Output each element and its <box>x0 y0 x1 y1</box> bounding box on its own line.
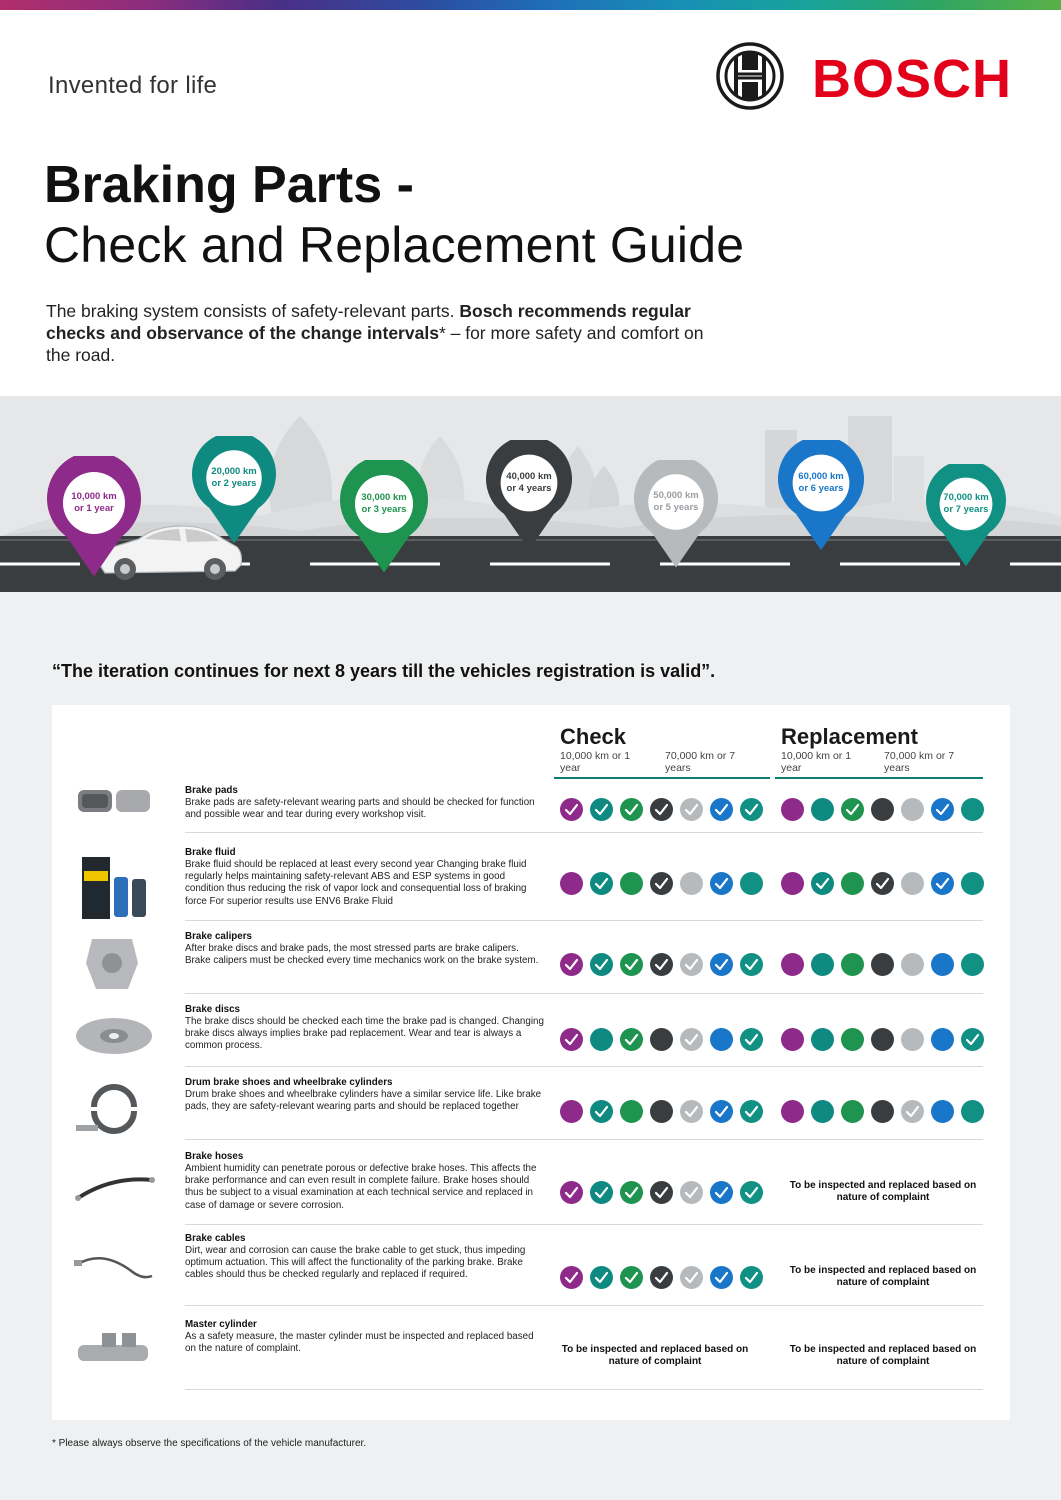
interval-dot <box>811 872 834 895</box>
interval-dot <box>841 872 864 895</box>
intro-part2: * – for more safety and comfort on the road. <box>46 323 704 365</box>
checkmark-icon <box>590 1100 613 1123</box>
check-range-end: 70,000 km or 7 years <box>665 750 736 774</box>
milestone-period: or 1 year <box>74 503 114 514</box>
checkmark-icon <box>740 1028 763 1051</box>
interval-dots <box>560 953 763 976</box>
row-description: Drum brake shoes and wheelbrake cylinders have a similar service life. Like brake pads, they are safety-relevant wearing parts and should be replaced together <box>185 1089 542 1113</box>
interval-dot <box>680 1028 703 1051</box>
interval-dot <box>961 953 984 976</box>
interval-dot <box>680 798 703 821</box>
checkmark-icon <box>871 872 894 895</box>
interval-dot <box>841 798 864 821</box>
interval-dot <box>620 1100 643 1123</box>
checkmark-icon <box>620 798 643 821</box>
checkmark-icon <box>590 1181 613 1204</box>
interval-dot <box>931 1100 954 1123</box>
milestone-period: or 6 years <box>798 483 844 494</box>
row-description: Brake pads are safety-relevant wearing parts and should be checked for function and possible wear and tear during every workshop visit. <box>185 797 535 821</box>
milestone-period: or 3 years <box>361 504 407 515</box>
checkmark-icon <box>740 953 763 976</box>
quote-text: “The iteration continues for next 8 years till the vehicles registration is valid”. <box>52 661 716 681</box>
row-separator <box>185 1066 983 1067</box>
row-title: Brake hoses <box>185 1151 244 1162</box>
milestone-distance: 60,000 km <box>798 471 844 482</box>
check-range-start: 10,000 km or 1 year <box>560 750 631 774</box>
interval-dot <box>931 953 954 976</box>
row-title: Brake discs <box>185 1004 241 1015</box>
row-separator <box>185 1224 983 1225</box>
interval-dot <box>620 953 643 976</box>
footnote: * Please always observe the specifications of the vehicle manufacturer. <box>52 1438 367 1449</box>
interval-dot <box>710 872 733 895</box>
interval-dot <box>620 1181 643 1204</box>
row-separator <box>185 993 983 994</box>
checkmark-icon <box>650 953 673 976</box>
interval-dot <box>871 798 894 821</box>
milestone-pin-7 <box>926 464 1006 566</box>
checkmark-icon <box>590 953 613 976</box>
checkmark-icon <box>650 1181 673 1204</box>
complaint-note: To be inspected and replaced based on nature of complaint <box>789 1344 977 1367</box>
interval-dot <box>560 1100 583 1123</box>
complaint-note: To be inspected and replaced based on nature of complaint <box>789 1265 977 1288</box>
interval-dot <box>781 1100 804 1123</box>
interval-dot <box>901 1100 924 1123</box>
interval-dot <box>560 953 583 976</box>
brand-wordmark: BOSCH <box>812 49 1013 109</box>
complaint-note: To be inspected and replaced based on nature of complaint <box>561 1344 749 1367</box>
milestone-period: or 5 years <box>653 502 699 513</box>
check-header: Check <box>560 724 627 749</box>
interval-dot <box>740 1100 763 1123</box>
interval-dot <box>901 872 924 895</box>
interval-dot <box>590 1181 613 1204</box>
interval-dot <box>650 798 673 821</box>
interval-dot <box>740 872 763 895</box>
interval-dots <box>560 1266 763 1289</box>
bosch-logo <box>714 40 1024 116</box>
checkmark-icon <box>560 1181 583 1204</box>
checkmark-icon <box>620 1266 643 1289</box>
checkmark-icon <box>620 953 643 976</box>
interval-dot <box>650 1181 673 1204</box>
interval-dot <box>680 872 703 895</box>
checkmark-icon <box>650 798 673 821</box>
interval-dot <box>680 1266 703 1289</box>
checkmark-icon <box>620 1028 643 1051</box>
milestone-distance: 30,000 km <box>361 492 407 503</box>
interval-dot <box>710 1266 733 1289</box>
checkmark-icon <box>931 872 954 895</box>
interval-dot <box>871 953 894 976</box>
checkmark-icon <box>560 953 583 976</box>
location-pin-icon <box>47 456 141 576</box>
road-illustration <box>0 396 1061 592</box>
interval-dot <box>841 953 864 976</box>
checkmark-icon <box>560 1028 583 1051</box>
interval-dot <box>811 798 834 821</box>
drum-brake-icon <box>72 1079 156 1145</box>
milestone-distance: 70,000 km <box>943 492 989 503</box>
interval-dot <box>590 1028 613 1051</box>
checkmark-icon <box>740 1266 763 1289</box>
interval-dot <box>560 1181 583 1204</box>
checkmark-icon <box>710 1181 733 1204</box>
interval-dot <box>620 1028 643 1051</box>
brake-hose-icon <box>72 1158 156 1224</box>
interval-dot <box>901 953 924 976</box>
interval-dot <box>901 1028 924 1051</box>
row-description: Brake fluid should be replaced at least every second year Changing brake fluid regularly helps maintaining safety-relevant ABS and ESP systems in good condition thus reducing the risk of vapor lock and consequential loss of braking force For superior results use ENV6 Brake Fluid <box>185 859 527 907</box>
interval-dot <box>590 953 613 976</box>
row-description: The brake discs should be checked each time the brake pad is changed. Changing brake discs always implies brake pad replacement. Wear and tear is always a common process. <box>185 1016 544 1052</box>
interval-dot <box>901 798 924 821</box>
interval-dot <box>961 798 984 821</box>
interval-dot <box>931 872 954 895</box>
brake-disc-icon <box>72 1006 156 1072</box>
interval-dot <box>931 1028 954 1051</box>
checkmark-icon <box>680 953 703 976</box>
milestone-distance: 50,000 km <box>653 490 699 501</box>
interval-dot <box>781 872 804 895</box>
checkmark-icon <box>841 798 864 821</box>
interval-table <box>52 705 1010 1420</box>
interval-dot <box>620 1266 643 1289</box>
milestone-label <box>192 466 276 490</box>
interval-dot <box>620 798 643 821</box>
interval-dot <box>781 953 804 976</box>
interval-dot <box>710 1028 733 1051</box>
milestone-period: or 2 years <box>211 478 257 489</box>
brake-fluid-icon <box>72 855 156 921</box>
interval-dot <box>961 872 984 895</box>
checkmark-icon <box>961 1028 984 1051</box>
row-title: Master cylinder <box>185 1319 257 1330</box>
interval-dot <box>811 953 834 976</box>
row-description: Ambient humidity can penetrate porous or defective brake hoses. This affects the brake performance and can even result in complete failure. Brake hoses should thus be subject to a visual examination at each technical service and replaced in case of damage or severe corrosion. <box>185 1163 537 1211</box>
check-underline <box>554 777 770 779</box>
intro-text <box>46 300 706 366</box>
location-pin-icon <box>486 440 572 550</box>
replacement-range-end: 70,000 km or 7 years <box>884 750 955 774</box>
interval-dot <box>871 1100 894 1123</box>
row-separator <box>185 832 983 833</box>
row-title: Brake pads <box>185 785 238 796</box>
checkmark-icon <box>590 798 613 821</box>
row-separator <box>185 1389 983 1390</box>
checkmark-icon <box>710 798 733 821</box>
milestone-label <box>47 491 141 515</box>
checkmark-icon <box>560 798 583 821</box>
interval-dot <box>740 1028 763 1051</box>
milestone-label <box>340 492 428 516</box>
interval-dot <box>811 1100 834 1123</box>
interval-dot <box>710 1181 733 1204</box>
interval-dot <box>841 1028 864 1051</box>
interval-dot <box>650 1266 673 1289</box>
interval-dot <box>620 872 643 895</box>
interval-dot <box>871 1028 894 1051</box>
checkmark-icon <box>740 1181 763 1204</box>
interval-dot <box>841 1100 864 1123</box>
milestone-label <box>926 492 1006 516</box>
milestone-label <box>634 490 718 514</box>
interval-dots <box>781 1028 984 1051</box>
row-separator <box>185 1305 983 1306</box>
checkmark-icon <box>901 1100 924 1123</box>
milestone-pin-3 <box>340 460 428 573</box>
interval-dot <box>560 872 583 895</box>
interval-dot <box>650 1100 673 1123</box>
milestone-pin-4 <box>486 440 572 550</box>
bosch-armature-icon <box>714 40 786 112</box>
interval-dot <box>650 872 673 895</box>
checkmark-icon <box>680 798 703 821</box>
intro-part1: The braking system consists of safety-relevant parts. <box>46 301 460 321</box>
row-description: Dirt, wear and corrosion can cause the brake cable to get stuck, thus impeding optimum actuation. This will affect the functionality of the parking brake. Brake cables should thus be checked regularly and replaced if required. <box>185 1245 526 1281</box>
interval-dot <box>590 1100 613 1123</box>
milestone-label <box>778 471 864 495</box>
row-title: Drum brake shoes and wheelbrake cylinders <box>185 1077 393 1088</box>
interval-dot <box>560 1028 583 1051</box>
interval-dot <box>961 1100 984 1123</box>
interval-dots <box>781 953 984 976</box>
interval-dots <box>560 872 763 895</box>
checkmark-icon <box>710 1100 733 1123</box>
checkmark-icon <box>931 798 954 821</box>
interval-dot <box>740 1266 763 1289</box>
master-cylinder-icon <box>72 1325 156 1391</box>
interval-dot <box>710 1100 733 1123</box>
page-subtitle: Check and Replacement Guide <box>44 217 745 273</box>
checkmark-icon <box>710 872 733 895</box>
interval-dot <box>811 1028 834 1051</box>
interval-dot <box>590 872 613 895</box>
checkmark-icon <box>740 798 763 821</box>
checkmark-icon <box>650 1266 673 1289</box>
checkmark-icon <box>680 1028 703 1051</box>
replacement-underline <box>775 777 983 779</box>
row-description: After brake discs and brake pads, the most stressed parts are brake calipers. Brake calipers must be checked every time mechanics work on the brake system. <box>185 943 539 967</box>
milestone-distance: 20,000 km <box>211 466 257 477</box>
row-separator <box>185 1139 983 1140</box>
interval-dot <box>931 798 954 821</box>
milestone-distance: 40,000 km <box>506 471 552 482</box>
interval-dots <box>560 1028 763 1051</box>
checkmark-icon <box>680 1266 703 1289</box>
interval-dot <box>650 953 673 976</box>
checkmark-icon <box>650 872 673 895</box>
brake-cable-icon <box>72 1240 156 1306</box>
interval-dot <box>680 953 703 976</box>
row-title: Brake fluid <box>185 847 236 858</box>
replacement-header: Replacement <box>781 724 918 749</box>
page-title: Braking Parts - <box>44 156 414 214</box>
row-title: Brake cables <box>185 1233 246 1244</box>
milestone-period: or 7 years <box>943 504 989 515</box>
interval-dot <box>740 1181 763 1204</box>
brake-caliper-icon <box>72 933 156 999</box>
row-description: As a safety measure, the master cylinder must be inspected and replaced based on the nature of complaint. <box>185 1331 534 1355</box>
interval-dot <box>740 798 763 821</box>
row-separator <box>185 920 983 921</box>
interval-dots <box>781 1100 984 1123</box>
replacement-range-start: 10,000 km or 1 year <box>781 750 852 774</box>
interval-dot <box>680 1100 703 1123</box>
interval-dot <box>740 953 763 976</box>
interval-dot <box>560 798 583 821</box>
checkmark-icon <box>740 1100 763 1123</box>
milestone-label <box>486 471 572 495</box>
interval-dot <box>710 798 733 821</box>
interval-dots <box>781 872 984 895</box>
interval-dots <box>560 1181 763 1204</box>
milestone-pin-1 <box>47 456 141 576</box>
interval-dot <box>871 872 894 895</box>
checkmark-icon <box>710 1266 733 1289</box>
checkmark-icon <box>590 872 613 895</box>
milestone-period: or 4 years <box>506 483 552 494</box>
interval-dots <box>560 798 763 821</box>
checkmark-icon <box>590 1266 613 1289</box>
intro-bold: Bosch recommends regular checks and observance of the change intervals <box>46 301 691 343</box>
interval-dot <box>590 1266 613 1289</box>
location-pin-icon <box>778 440 864 550</box>
interval-dot <box>961 1028 984 1051</box>
interval-dot <box>560 1266 583 1289</box>
checkmark-icon <box>680 1181 703 1204</box>
row-title: Brake calipers <box>185 931 252 942</box>
milestone-pin-5 <box>634 460 718 568</box>
checkmark-icon <box>710 953 733 976</box>
checkmark-icon <box>620 1181 643 1204</box>
complaint-note: To be inspected and replaced based on nature of complaint <box>789 1180 977 1203</box>
brake-pads-icon <box>72 780 156 846</box>
location-pin-icon <box>340 460 428 573</box>
brand-color-bar <box>0 0 1061 10</box>
interval-dot <box>650 1028 673 1051</box>
tagline: Invented for life <box>48 72 218 99</box>
checkmark-icon <box>560 1266 583 1289</box>
interval-dot <box>781 798 804 821</box>
interval-dot <box>680 1181 703 1204</box>
interval-dot <box>710 953 733 976</box>
checkmark-icon <box>811 872 834 895</box>
checkmark-icon <box>680 1100 703 1123</box>
milestone-pin-6 <box>778 440 864 550</box>
interval-dot <box>590 798 613 821</box>
interval-dot <box>781 1028 804 1051</box>
interval-dots <box>560 1100 763 1123</box>
milestone-pin-2 <box>192 436 276 544</box>
milestone-distance: 10,000 km <box>71 491 117 502</box>
interval-dots <box>781 798 984 821</box>
